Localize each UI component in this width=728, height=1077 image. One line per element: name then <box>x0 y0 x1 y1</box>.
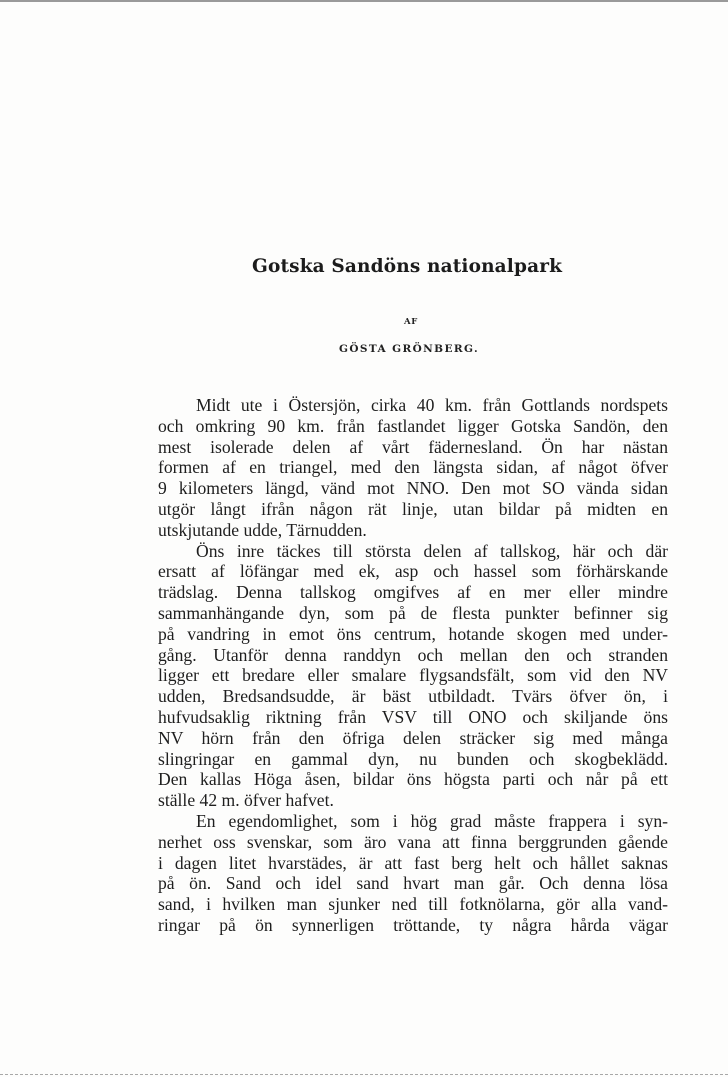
text-line: gång. Utanför denna randdyn och mellan den och stranden <box>158 644 668 665</box>
text-line: ringar på ön synnerligen tröttande, ty några hårda vägar <box>158 914 668 935</box>
author-name: GÖSTA GRÖNBERG. <box>339 343 480 355</box>
page-bottom-edge <box>0 1074 728 1075</box>
text-line: utskjutande udde, Tärnudden. <box>158 519 367 540</box>
text-line: NV hörn från den öfriga delen sträcker sig med många <box>158 727 668 748</box>
article-title: Gotska Sandöns nationalpark <box>252 256 563 277</box>
text-line: utgör långt ifrån någon rät linje, utan bildar på midten en <box>158 498 668 519</box>
text-line: på ön. Sand och idel sand hvart man går. Och denna lösa <box>158 873 668 894</box>
text-line: sammanhängande dyn, som på de flesta punkter befinner sig <box>158 602 668 623</box>
text-line: och omkring 90 km. från fastlandet ligger Gotska Sandön, den <box>158 415 668 436</box>
text-line: Den kallas Höga åsen, bildar öns högsta parti och når på ett <box>158 769 668 790</box>
text-line: udden, Bredsandsudde, är bäst utbildadt. Tvärs öfver ön, i <box>158 686 668 707</box>
text-line: nerhet oss svenskar, som äro vana att finna berggrunden gående <box>158 831 668 852</box>
text-line: på vandring in emot öns centrum, hotande skogen med under- <box>158 623 668 644</box>
text-line: sand, i hvilken man sjunker ned till fotknölarna, gör alla vand- <box>158 894 668 915</box>
article-body <box>158 395 668 936</box>
text-line: En egendomlighet, som i hög grad måste frappera i syn- <box>196 810 668 831</box>
text-line: 9 kilometers längd, vänd mot NNO. Den mot SO vända sidan <box>158 478 668 499</box>
byline-prefix: AF <box>404 317 418 327</box>
text-line: ställe 42 m. öfver hafvet. <box>158 790 334 811</box>
text-line: formen af en triangel, med den längsta sidan, af något öfver <box>158 457 668 478</box>
text-line: ersatt af löfängar med ek, asp och hassel som förhärskande <box>158 561 668 582</box>
text-line: ligger ett bredare eller smalare flygsandsfält, som vid den NV <box>158 665 668 686</box>
text-line: Midt ute i Östersjön, cirka 40 km. från Gottlands nordspets <box>196 395 668 415</box>
text-line: hufvudsaklig riktning från VSV till ONO och skiljande öns <box>158 706 668 727</box>
text-line: mest isolerade delen af vårt fädernesland. Ön har nästan <box>158 436 668 457</box>
text-line: trädslag. Denna tallskog omgifves af en mer eller mindre <box>158 582 668 603</box>
page-top-edge <box>0 0 728 2</box>
text-line: slingringar en gammal dyn, nu bunden och skogbeklädd. <box>158 748 668 769</box>
text-line: i dagen litet hvarstädes, är att fast berg helt och hållet saknas <box>158 852 668 873</box>
text-line: Öns inre täckes till största delen af tallskog, här och där <box>196 540 668 561</box>
